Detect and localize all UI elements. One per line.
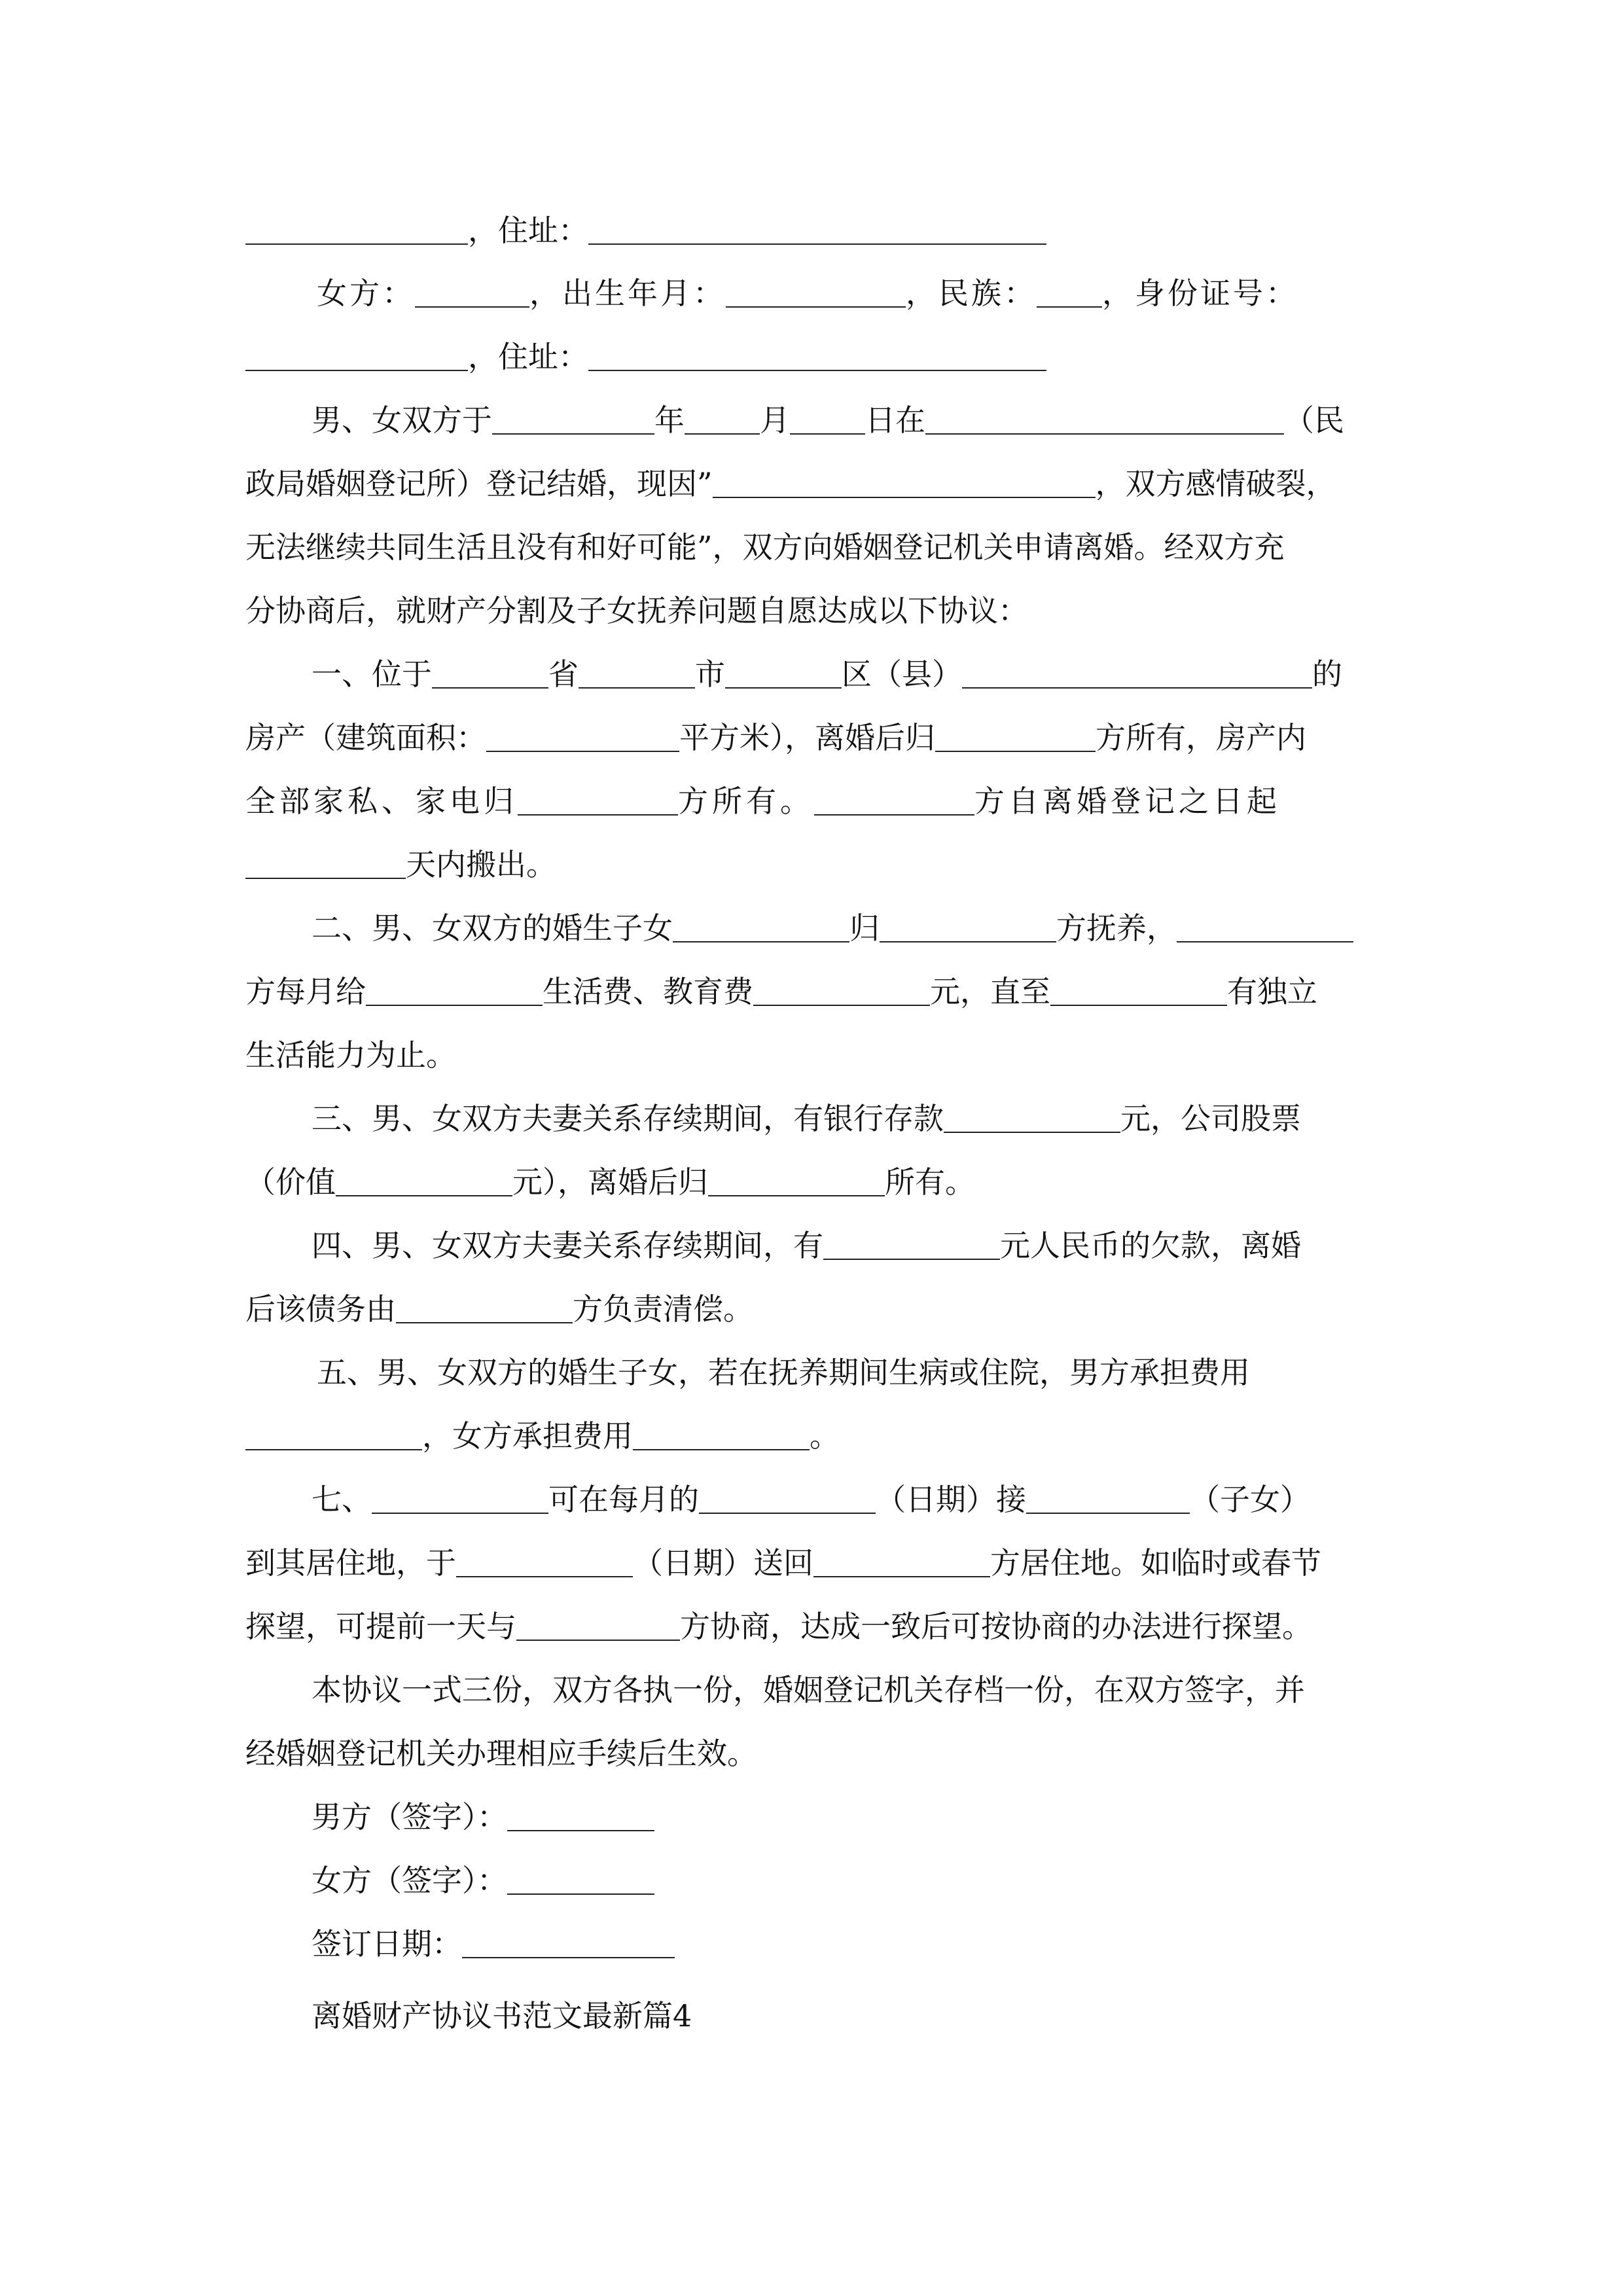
female-info-line	[317, 274, 1455, 313]
text-segment: 二、男、女双方的婚生子女	[312, 910, 673, 946]
paragraph-line	[312, 1670, 1385, 1710]
blank-field	[432, 657, 548, 689]
text-segment: 元，直至	[930, 974, 1050, 1009]
text-segment: 政局婚姻登记所）登记结婚，现因”	[245, 466, 713, 501]
paragraph-line	[245, 1035, 1384, 1075]
sign-date-line	[312, 1924, 1385, 1964]
text-segment: 女方（签字）：	[312, 1863, 507, 1898]
text-segment: 年	[654, 403, 685, 438]
male-signature-line	[312, 1797, 1385, 1837]
blank-field	[725, 657, 842, 689]
signature-field	[507, 1863, 654, 1895]
female-signature-line	[312, 1861, 1385, 1900]
text-segment: 省	[548, 656, 579, 692]
text-segment: 房产（建筑面积：	[245, 720, 486, 755]
blank-field	[713, 467, 1096, 498]
text-segment: 元人民币的欠款，离婚	[1000, 1228, 1301, 1263]
text-segment: 方负责清偿。	[573, 1291, 753, 1327]
text-segment: 归	[849, 910, 880, 946]
text-segment: ，民族：	[906, 276, 1037, 311]
text-segment: 后该债务由	[245, 1291, 396, 1327]
blank-field	[588, 340, 1046, 371]
blank-field	[880, 911, 1056, 942]
blank-field	[699, 1482, 876, 1514]
text-segment: 方所有，房产内	[1096, 720, 1306, 755]
debt-line	[245, 1289, 1384, 1329]
blank-field	[492, 403, 654, 435]
blank-field	[962, 657, 1312, 689]
divorce-reason-line	[245, 464, 1384, 503]
text-segment: 离婚财产协议书范文最新篇4	[312, 1998, 692, 2034]
blank-field	[1177, 911, 1353, 942]
blank-field	[673, 911, 849, 942]
blank-field	[935, 721, 1096, 752]
text-segment: 市	[695, 656, 725, 692]
blank-field	[708, 1165, 885, 1196]
text-segment: ，住址：	[468, 213, 588, 248]
blank-field	[486, 721, 679, 752]
text-segment: 探望，可提前一天与	[245, 1609, 516, 1644]
text-segment: 月	[760, 403, 790, 438]
blank-field	[456, 1546, 633, 1577]
child-support-line	[245, 972, 1384, 1011]
furniture-line	[245, 781, 1384, 821]
text-segment: 区（县）	[842, 656, 962, 692]
move-out-line	[245, 845, 1384, 884]
text-segment: 女方：	[317, 276, 415, 311]
clause-seven-line	[312, 1480, 1385, 1519]
text-segment: 分协商后，就财产分割及子女抚养问题自愿达成以下协议：	[245, 593, 1028, 628]
text-segment: （民	[1284, 403, 1344, 438]
blank-field	[790, 403, 865, 435]
blank-field	[753, 975, 930, 1006]
text-segment: ，女方承担费用	[422, 1418, 633, 1454]
blank-field	[588, 213, 1046, 245]
male-address-line	[245, 211, 1384, 250]
paragraph-line	[245, 1734, 1384, 1773]
blank-field	[814, 784, 974, 816]
clause-one-line	[312, 655, 1385, 694]
blank-field	[944, 1102, 1120, 1133]
clause-three-line	[312, 1099, 1385, 1138]
blank-field	[823, 1229, 1000, 1260]
text-segment: 方自离婚登记之日起	[974, 783, 1281, 819]
blank-field	[245, 213, 468, 245]
blank-field	[245, 1419, 422, 1450]
medical-cost-line	[245, 1416, 1384, 1456]
text-segment: 一、位于	[312, 656, 432, 692]
blank-field	[396, 1292, 573, 1323]
text-segment: （日期）送回	[633, 1545, 813, 1581]
text-segment: 方抚养，	[1056, 910, 1177, 946]
blank-field	[245, 340, 468, 371]
text-segment: 经婚姻登记机关办理相应手续后生效。	[245, 1736, 757, 1771]
text-segment: 日在	[865, 403, 925, 438]
blank-field	[372, 1482, 548, 1514]
text-segment: 。	[810, 1418, 840, 1454]
visitation-line	[245, 1607, 1423, 1646]
text-segment: 男方（签字）：	[312, 1799, 507, 1835]
blank-field	[925, 403, 1284, 435]
signature-field	[507, 1800, 654, 1831]
clause-two-line	[312, 908, 1385, 948]
blank-field	[726, 276, 906, 308]
blank-field	[1026, 1482, 1190, 1514]
blank-field	[1037, 276, 1102, 308]
blank-field	[633, 1419, 810, 1450]
text-segment: 所有。	[885, 1164, 975, 1200]
text-segment: 生活费、教育费	[543, 974, 753, 1009]
blank-field	[336, 1165, 512, 1196]
paragraph-line	[245, 528, 1384, 567]
text-segment: 三、男、女双方夫妻关系存续期间，有银行存款	[312, 1101, 944, 1136]
text-segment: （子女）	[1190, 1482, 1310, 1517]
text-segment: 元），离婚后归	[512, 1164, 708, 1200]
stock-value-line	[245, 1162, 1384, 1202]
marriage-date-line	[312, 401, 1385, 440]
text-segment: 平方米），离婚后归	[679, 720, 935, 755]
text-segment: 本协议一式三份，双方各执一份，婚姻登记机关存档一份，在双方签字，并	[312, 1672, 1305, 1708]
property-area-line	[245, 718, 1384, 757]
text-segment: 四、男、女双方夫妻关系存续期间，有	[312, 1228, 823, 1263]
blank-field	[813, 1546, 990, 1577]
text-segment: 方所有。	[678, 783, 814, 819]
text-segment: ，住址：	[468, 339, 588, 374]
text-segment: 可在每月的	[548, 1482, 699, 1517]
blank-field	[245, 848, 406, 879]
female-address-line	[245, 337, 1384, 376]
blank-field	[415, 276, 529, 308]
text-segment: 的	[1312, 656, 1342, 692]
text-segment: 方居住地。如临时或春节	[990, 1545, 1321, 1581]
text-segment: ，身份证号：	[1102, 276, 1298, 311]
text-segment: 无法继续共同生活且没有和好可能”，双方向婚姻登记机关申请离婚。经双方充	[245, 529, 1285, 565]
text-segment: 天内搬出。	[406, 847, 556, 882]
text-segment: 元，公司股票	[1120, 1101, 1301, 1136]
text-segment: ，双方感情破裂，	[1095, 466, 1336, 501]
text-segment: 男、女双方于	[312, 403, 492, 438]
text-segment: 七、	[312, 1482, 372, 1517]
blank-field	[366, 975, 543, 1006]
text-segment: 全部家私、家电归	[245, 783, 518, 819]
text-segment: 生活能力为止。	[245, 1037, 456, 1073]
text-segment: 有独立	[1227, 974, 1317, 1009]
blank-field	[518, 784, 678, 816]
blank-field	[1050, 975, 1227, 1006]
text-segment: （日期）接	[876, 1482, 1026, 1517]
next-section-title	[312, 1996, 1385, 2036]
text-segment: 签订日期：	[312, 1926, 462, 1962]
paragraph-line	[245, 591, 1384, 630]
clause-five-line	[317, 1353, 1455, 1392]
text-segment: 到其居住地，于	[245, 1545, 456, 1581]
blank-field	[516, 1609, 680, 1641]
text-segment: 方每月给	[245, 974, 366, 1009]
text-segment: 五、男、女双方的婚生子女，若在抚养期间生病或住院，男方承担费用	[317, 1355, 1250, 1390]
blank-field	[685, 403, 760, 435]
visitation-line	[245, 1543, 1384, 1583]
text-segment: （价值	[245, 1164, 336, 1200]
text-segment: ，出生年月：	[529, 276, 726, 311]
text-segment: 方协商，达成一致后可按协商的办法进行探望。	[680, 1609, 1312, 1644]
date-field	[462, 1927, 675, 1958]
blank-field	[579, 657, 695, 689]
clause-four-line	[312, 1226, 1385, 1265]
